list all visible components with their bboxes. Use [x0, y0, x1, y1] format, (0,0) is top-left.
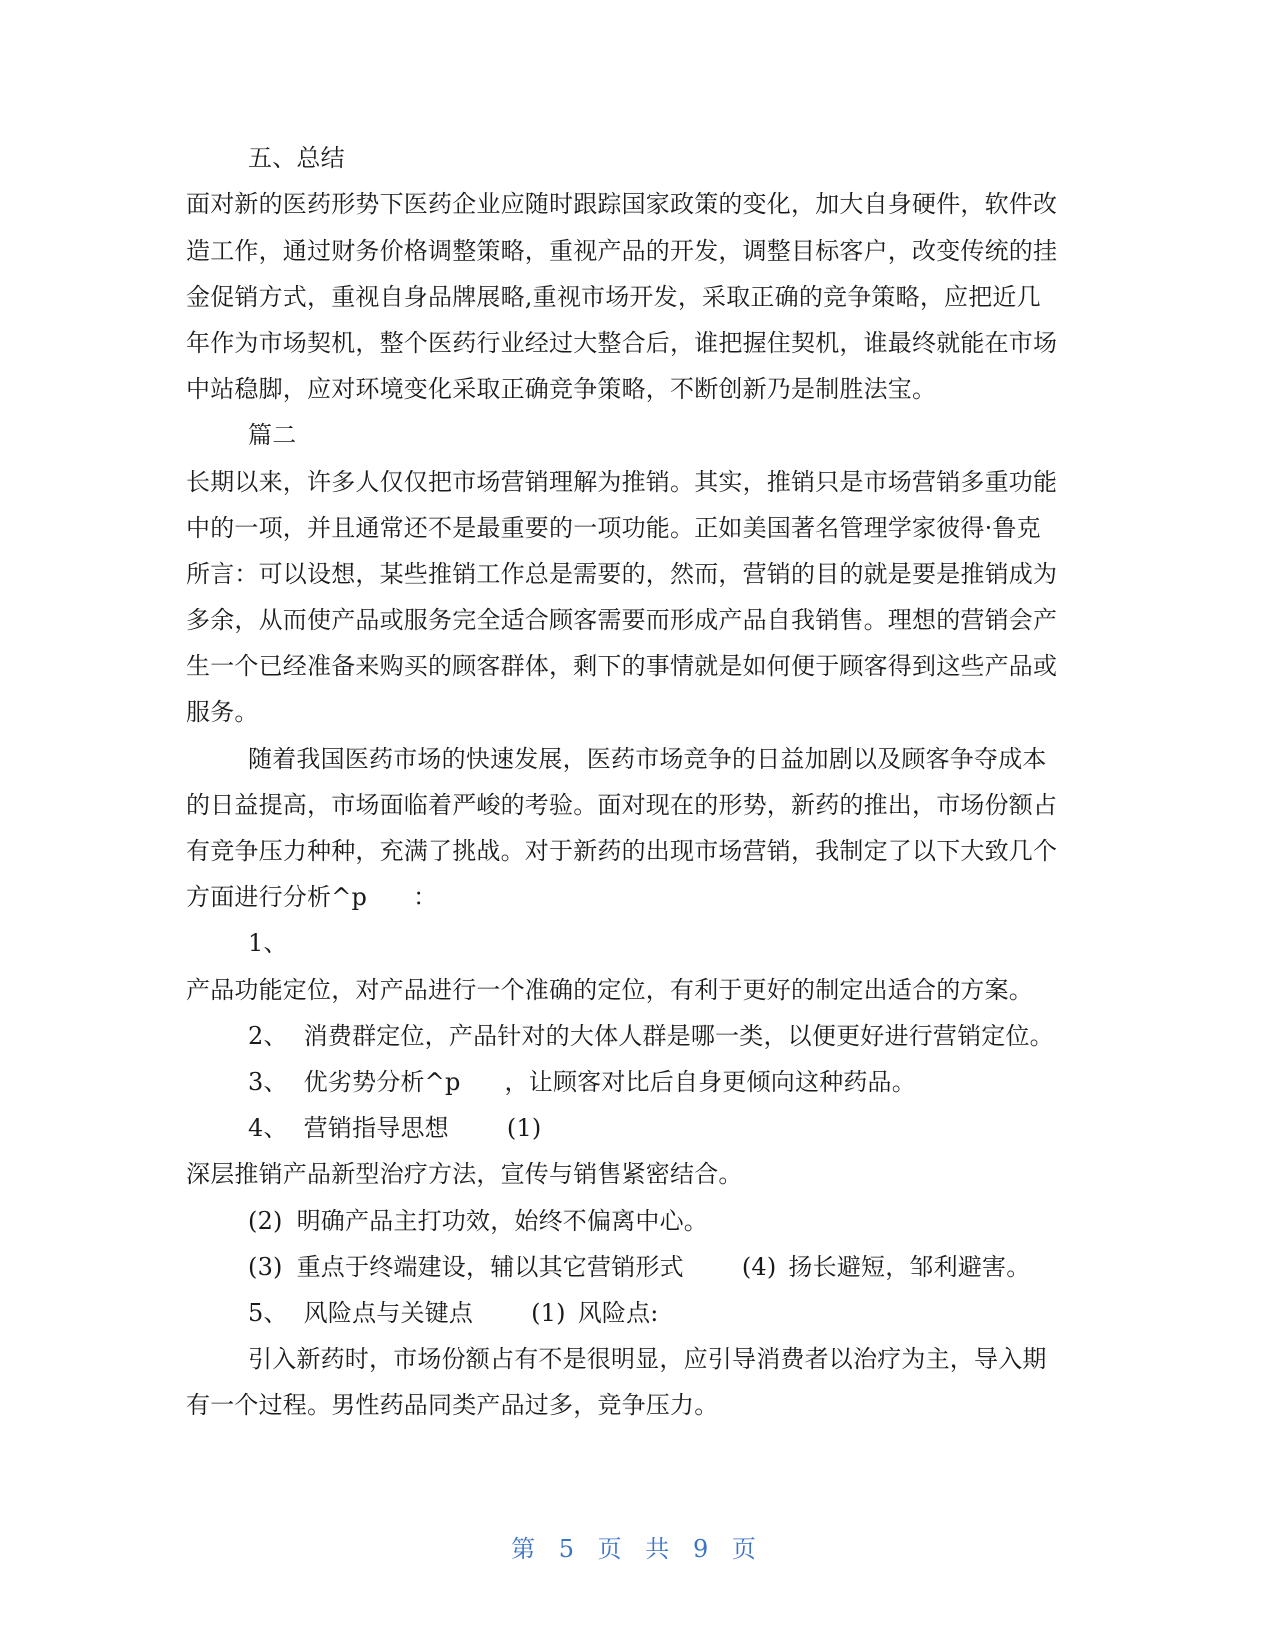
list-item-text: 营销指导思想 [303, 1114, 449, 1142]
list-item [248, 1298, 659, 1328]
paragraph-line: 随着我国医药市场的快速发展，医药市场竞争的日益加剧以及顾客争夺成本 [248, 745, 1047, 773]
paragraph-line: 年作为市场契机，整个医药行业经过大整合后，谁把握住契机，谁最终就能在市场 [186, 329, 1058, 357]
colon-mark: ： [413, 883, 438, 911]
list-item-text: 优劣势分析^p [303, 1068, 461, 1096]
paragraph-line: 造工作，通过财务价格调整策略，重视产品的开发，调整目标客户，改变传统的挂 [186, 237, 1058, 265]
paragraph-line: 所言：可以设想，某些推销工作总是需要的，然而，营销的目的就是要是推销成为 [186, 560, 1058, 588]
list-number: 2、 [248, 1022, 288, 1050]
section-heading-summary: 五、总结 [248, 144, 345, 172]
list-item [248, 1021, 1054, 1051]
list-item-text: 产品功能定位，对产品进行一个准确的定位，有利于更好的制定出适合的方案。 [186, 976, 1033, 1004]
sub-number: (3) [248, 1253, 283, 1281]
list-item-text: 风险点: [577, 1299, 659, 1327]
list-item-text: 深层推销产品新型治疗方法，宣传与销售紧密结合。 [186, 1160, 743, 1188]
list-item [248, 1113, 541, 1143]
paragraph-line: 的日益提高，市场面临着严峻的考验。面对现在的形势，新药的推出，市场份额占 [186, 791, 1058, 819]
list-number: 4、 [248, 1114, 288, 1142]
list-number: 3、 [248, 1068, 288, 1096]
list-item [248, 1206, 708, 1236]
sub-number: (4) [741, 1253, 777, 1281]
paragraph-line: 服务。 [186, 698, 259, 726]
paragraph-text: 方面进行分析^p [186, 883, 368, 911]
paragraph-line [186, 882, 437, 912]
section-heading-part-two: 篇二 [248, 421, 297, 449]
list-item-text: 消费群定位，产品针对的大体人群是哪一类，以便更好进行营销定位。 [303, 1022, 1054, 1050]
page-number-footer: 第 5 页 共 9 页 [511, 1535, 764, 1563]
paragraph-line: 多余，从而使产品或服务完全适合顾客需要而形成产品自我销售。理想的营销会产 [186, 606, 1058, 634]
list-item-text: 明确产品主打功效，始终不偏离中心。 [296, 1207, 709, 1235]
list-item-text: 风险点与关键点 [303, 1299, 474, 1327]
paragraph-line: 生一个已经准备来购买的顾客群体，剩下的事情就是如何便于顾客得到这些产品或 [186, 652, 1058, 680]
sub-number: (1) [531, 1299, 566, 1327]
paragraph-line: 面对新的医药形势下医药企业应随时跟踪国家政策的变化，加大自身硬件，软件改 [186, 190, 1058, 218]
paragraph-line: 引入新药时，市场份额占有不是很明显，应引导消费者以治疗为主，导入期 [248, 1345, 1047, 1373]
list-item [248, 1067, 916, 1097]
list-item-text: ，让顾客对比后自身更倾向这种药品。 [504, 1068, 916, 1096]
list-item [248, 1252, 1030, 1282]
sub-number: (2) [248, 1207, 283, 1235]
sub-number: (1) [506, 1114, 542, 1142]
list-number: 5、 [248, 1299, 288, 1327]
paragraph-line: 有一个过程。男性药品同类产品过多，竞争压力。 [186, 1391, 719, 1419]
paragraph-line: 中的一项，并且通常还不是最重要的一项功能。正如美国著名管理学家彼得·鲁克 [186, 514, 1041, 542]
list-item-text: 重点于终端建设，辅以其它营销形式 [296, 1253, 684, 1281]
paragraph-line: 有竞争压力种种，充满了挑战。对于新药的出现市场营销，我制定了以下大致几个 [186, 837, 1058, 865]
paragraph-line: 长期以来，许多人仅仅把市场营销理解为推销。其实，推销只是市场营销多重功能 [186, 468, 1058, 496]
paragraph-line: 中站稳脚，应对环境变化采取正确竞争策略，不断创新乃是制胜法宝。 [186, 375, 937, 403]
list-number: 1、 [248, 929, 288, 957]
paragraph-line: 金促销方式，重视自身品牌展略,重视市场开发，采取正确的竞争策略，应把近几 [186, 283, 1041, 311]
list-item-text: 扬长避短，邹利避害。 [788, 1253, 1031, 1281]
